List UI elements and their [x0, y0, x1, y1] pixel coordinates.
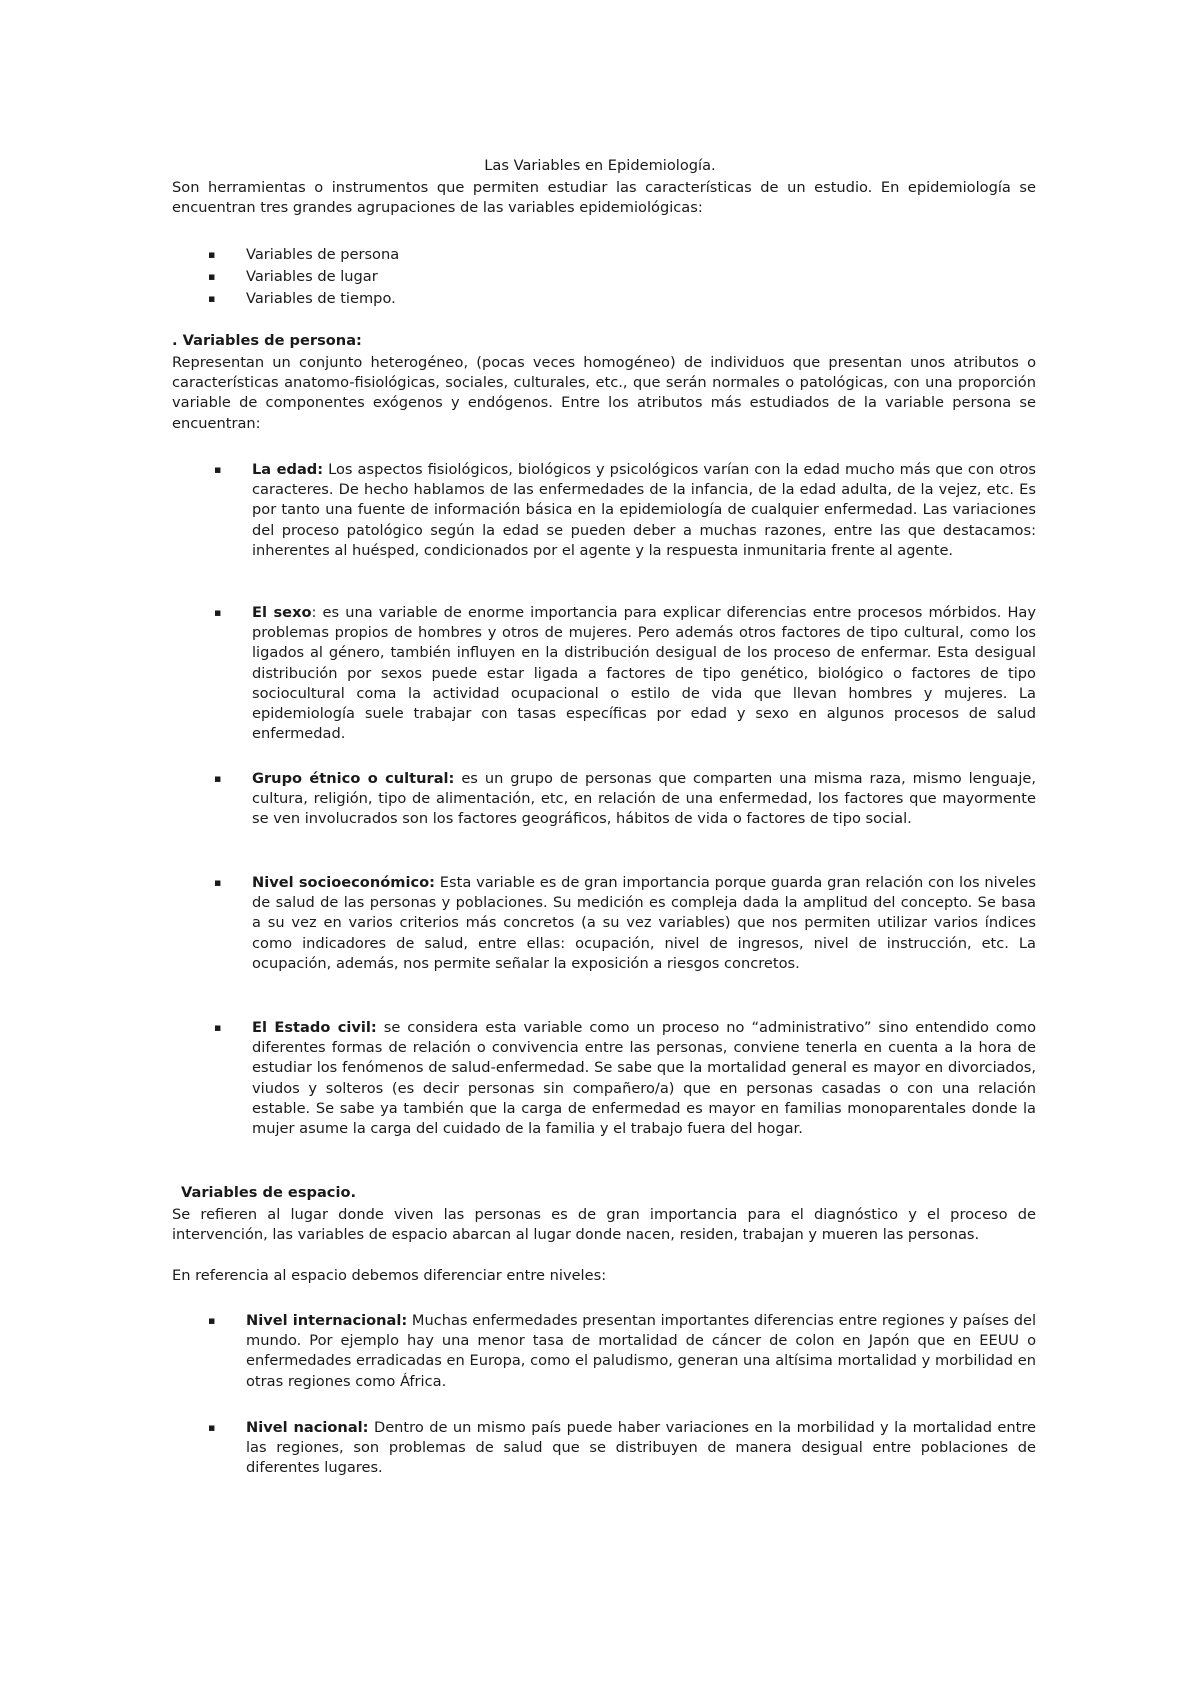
persona-paragraph: Representan un conjunto heterogéneo, (pocas veces homogéneo) de individuos que presentan unos atributos o características anatomo-fisiológicas, sociales, culturales, etc., que serán normales o patológicas, con una proporción variable de componentes exógenos y endógenos. Entre los atributos más estudiados de la variable persona se encuentran: — [172, 354, 1036, 432]
item-text: Esta variable es de gran importancia porque guarda gran relación con los niveles de salud de las personas y poblaciones. Su medición es compleja dada la amplitud del concepto. Se basa a su vez en varios criterios más concretos (a su vez variables) que nos permiten utilizar varios índices como indicadores de salud, entre ellas: ocupación, nivel de ingresos, nivel de instrucción, etc. La ocupación, además, nos permite señalar la exposición a riesgos concretos. — [252, 874, 1036, 972]
item-term: Nivel internacional: — [246, 1312, 408, 1329]
espacio-heading: Variables de espacio. — [181, 1184, 357, 1201]
bullet-icon: ▪ — [214, 876, 222, 889]
item-text: : es una variable de enorme importancia para explicar diferencias entre procesos mórbidos. Hay problemas propios de hombres y otros de mujeres. Pero además otros factores de tipo cultural, como los ligados al género, también influyen en la distribución desigual de los proceso de enfermar. Esta desigual distribución por sexos puede estar ligada a factores de tipo genético, biológico o factores de tipo sociocultural coma la actividad ocupacional o estilo de vida que llevan hombres y mujeres. La epidemiología suele trabajar con tasas específicas por edad y sexo en algunos procesos de salud enfermedad. — [252, 604, 1036, 743]
bullet-icon: ▪ — [214, 606, 222, 619]
persona-item-estado-civil — [214, 1018, 1036, 1139]
bullet-icon: ▪ — [214, 463, 222, 476]
intro-paragraph: Son herramientas o instrumentos que permiten estudiar las características de un estudio. En epidemiología se encuentran tres grandes agrupaciones de las variables epidemiológicas: — [172, 179, 1036, 217]
bullet-icon: ▪ — [214, 772, 222, 785]
bullet-icon: ▪ — [208, 248, 216, 261]
persona-item-nivel-socioeconomico — [214, 873, 1036, 974]
item-term: El sexo — [252, 604, 312, 621]
persona-item-grupo-etnico — [214, 769, 1037, 830]
persona-item-edad — [214, 460, 1037, 561]
bullet-icon: ▪ — [208, 270, 216, 283]
item-term: Nivel socioeconómico: — [252, 874, 435, 891]
item-text: es un grupo de personas que comparten una misma raza, mismo lenguaje, cultura, religión, tipo de alimentación, etc, en relación de una enfermedad, los factores que mayormente se ven involucrados son los factores geográficos, hábitos de vida o factores de tipo social. — [252, 770, 1037, 828]
bullet-icon: ▪ — [208, 1421, 216, 1434]
espacio-paragraph: Se refieren al lugar donde viven las personas es de gran importancia para el diagnóstico y el proceso de intervención, las variables de espacio abarcan al lugar donde nacen, residen, trabajan y mueren las personas. — [172, 1206, 1036, 1244]
item-term: La edad: — [252, 461, 324, 478]
document-title: Las Variables en Epidemiología. — [484, 157, 716, 174]
item-term: Grupo étnico o cultural: — [252, 770, 455, 787]
item-term: El Estado civil: — [252, 1019, 377, 1036]
groups-list — [208, 244, 399, 310]
bullet-icon: ▪ — [208, 1314, 216, 1327]
persona-heading: . Variables de persona: — [172, 332, 362, 349]
persona-item-sexo — [214, 603, 1036, 744]
espacio-item-nacional — [208, 1418, 1036, 1479]
espacio-item-internacional — [208, 1311, 1036, 1392]
item-text: Muchas enfermedades presentan importantes diferencias entre regiones y países del mundo. Por ejemplo hay una menor tasa de mortalidad de cáncer de colon en Japón que en EEUU o enfermedades erradicadas en Europa, como el paludismo, generan una altísima mortalidad y morbilidad en otras regiones como África. — [246, 1312, 1036, 1390]
list-item: ▪ Variables de persona — [208, 244, 399, 266]
bullet-icon: ▪ — [208, 292, 216, 305]
item-term: Nivel nacional: — [246, 1419, 369, 1436]
list-item: ▪ Variables de lugar — [208, 266, 399, 288]
item-text: se considera esta variable como un proceso no “administrativo” sino entendido como diferentes formas de relación o convivencia entre las personas, conviene tenerla en cuenta a la hora de estudiar los fenómenos de salud-enfermedad. Se sabe que la mortalidad general es mayor en divorciados, viudos y solteros (es decir personas sin compañero/a) que en personas casadas o con una relación estable. Se sabe ya también que la carga de enfermedad es mayor en familias monoparentales donde la mujer asume la carga del cuidado de la familia y el trabajo fuera del hogar. — [252, 1019, 1036, 1138]
item-text: Dentro de un mismo país puede haber variaciones en la morbilidad y la mortalidad entre las regiones, son problemas de salud que se distribuyen de manera desigual entre poblaciones de diferentes lugares. — [246, 1419, 1036, 1477]
item-text: Los aspectos fisiológicos, biológicos y psicológicos varían con la edad mucho más que con otros caracteres. De hecho hablamos de las enfermedades de la infancia, de la edad adulta, de la vejez, etc. Es por tanto una fuente de información básica en la epidemiología de cualquier enfermedad. Las variaciones del proceso patológico según la edad se pueden deber a muchas razones, entre las que destacamos: inherentes al huésped, condicionados por el agente y la respuesta inmunitaria frente al agente. — [252, 461, 1037, 559]
bullet-icon: ▪ — [214, 1021, 222, 1034]
list-item: ▪ Variables de tiempo. — [208, 288, 399, 310]
espacio-paragraph-2: En referencia al espacio debemos diferenciar entre niveles: — [172, 1267, 607, 1284]
